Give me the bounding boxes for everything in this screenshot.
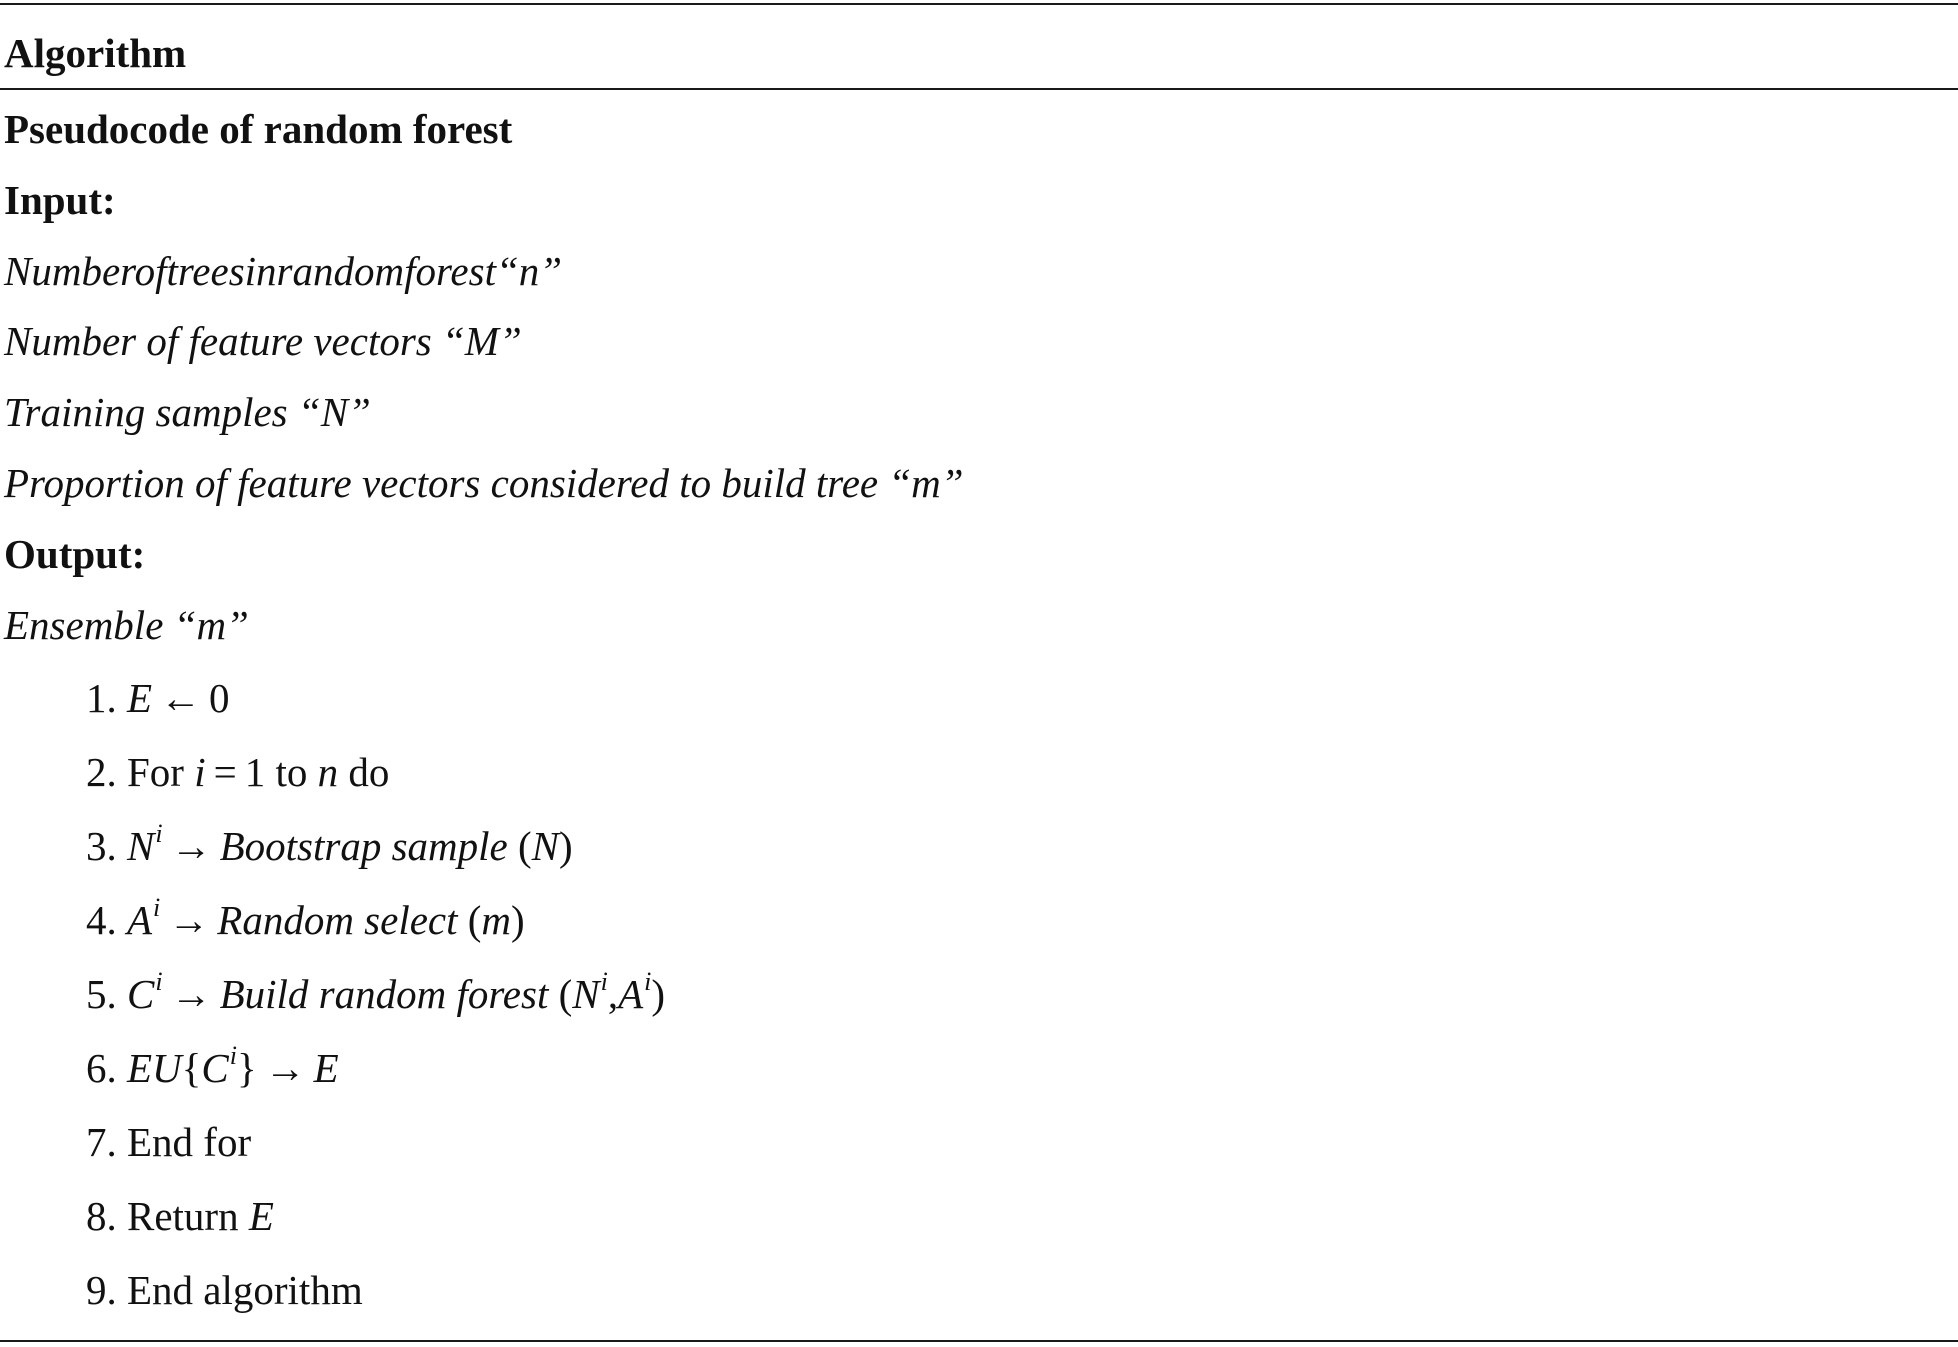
- brace-close: }: [236, 1045, 257, 1091]
- step-keyword: do: [348, 749, 390, 795]
- function-arg: A: [618, 971, 644, 1017]
- map-arrow: →: [264, 1045, 306, 1091]
- input-item: Proportion of feature vectors considered to build tree “m”: [4, 460, 964, 506]
- equals-sign: =: [213, 749, 237, 795]
- step-variable: A: [127, 897, 153, 943]
- function-name: Build random forest: [219, 971, 549, 1017]
- algorithm-title: Pseudocode of random forest: [4, 106, 513, 152]
- input-item: Numberoftreesinrandomforest“n”: [4, 248, 563, 294]
- assign-arrow: ←: [160, 675, 202, 721]
- step-variable: E: [248, 1193, 274, 1239]
- step-text: Return: [127, 1193, 239, 1239]
- step-value: 1: [244, 749, 266, 795]
- step-number: 9.: [86, 1267, 117, 1313]
- step-5: [86, 969, 665, 1019]
- step-keyword: For: [127, 749, 184, 795]
- paren-open: (: [467, 897, 482, 943]
- map-arrow: →: [168, 897, 210, 943]
- superscript: i: [644, 967, 652, 996]
- step-variable: i: [194, 749, 206, 795]
- input-label: Input:: [4, 177, 116, 223]
- function-name: Random select: [217, 897, 458, 943]
- step-variable: N: [127, 823, 155, 869]
- superscript: i: [155, 967, 163, 996]
- table-header: Algorithm: [4, 30, 187, 76]
- brace-open: {: [181, 1045, 202, 1091]
- step-8: [86, 1191, 274, 1241]
- superscript: i: [153, 893, 161, 922]
- step-value: 0: [209, 675, 230, 721]
- step-number: 7.: [86, 1119, 117, 1165]
- paren-close: ): [511, 897, 525, 943]
- step-number: 2.: [86, 749, 117, 795]
- step-4: [86, 895, 525, 945]
- superscript: i: [155, 819, 163, 848]
- step-number: 8.: [86, 1193, 117, 1239]
- map-arrow: →: [170, 823, 212, 869]
- paren-close: ): [651, 971, 666, 1017]
- paren-close: ): [559, 823, 573, 869]
- step-variable: E: [127, 675, 153, 721]
- step-6: [86, 1043, 339, 1093]
- table-bottom-rule: [0, 1340, 1958, 1342]
- paren-open: (: [558, 971, 573, 1017]
- input-item: Number of feature vectors “M”: [4, 318, 522, 364]
- step-variable: C: [127, 971, 155, 1017]
- map-arrow: →: [170, 971, 212, 1017]
- table-header-rule: [0, 88, 1958, 90]
- table-top-rule: [0, 3, 1958, 5]
- output-item: Ensemble “m”: [4, 602, 249, 648]
- step-number: 3.: [86, 823, 117, 869]
- function-arg: m: [481, 897, 512, 943]
- step-number: 5.: [86, 971, 117, 1017]
- function-arg: N: [572, 971, 600, 1017]
- step-2: [86, 747, 389, 797]
- step-number: 4.: [86, 897, 117, 943]
- step-7: [86, 1117, 251, 1167]
- step-9: [86, 1265, 363, 1315]
- paren-open: (: [518, 823, 532, 869]
- output-label: Output:: [4, 531, 146, 577]
- comma: ,: [607, 971, 619, 1017]
- superscript: i: [229, 1041, 237, 1070]
- step-variable: n: [317, 749, 339, 795]
- step-number: 1.: [86, 675, 117, 721]
- step-text: End for: [127, 1119, 252, 1165]
- step-3: [86, 821, 573, 871]
- step-variable: E: [313, 1045, 339, 1091]
- step-keyword: to: [275, 749, 308, 795]
- function-arg: N: [531, 823, 560, 869]
- step-number: 6.: [86, 1045, 117, 1091]
- superscript: i: [600, 967, 608, 996]
- step-text: End algorithm: [127, 1267, 363, 1313]
- function-name: Bootstrap sample: [219, 823, 508, 869]
- step-variable: EU: [127, 1045, 182, 1091]
- step-1: [86, 673, 230, 723]
- input-item: Training samples “N”: [4, 389, 371, 435]
- step-variable: C: [201, 1045, 229, 1091]
